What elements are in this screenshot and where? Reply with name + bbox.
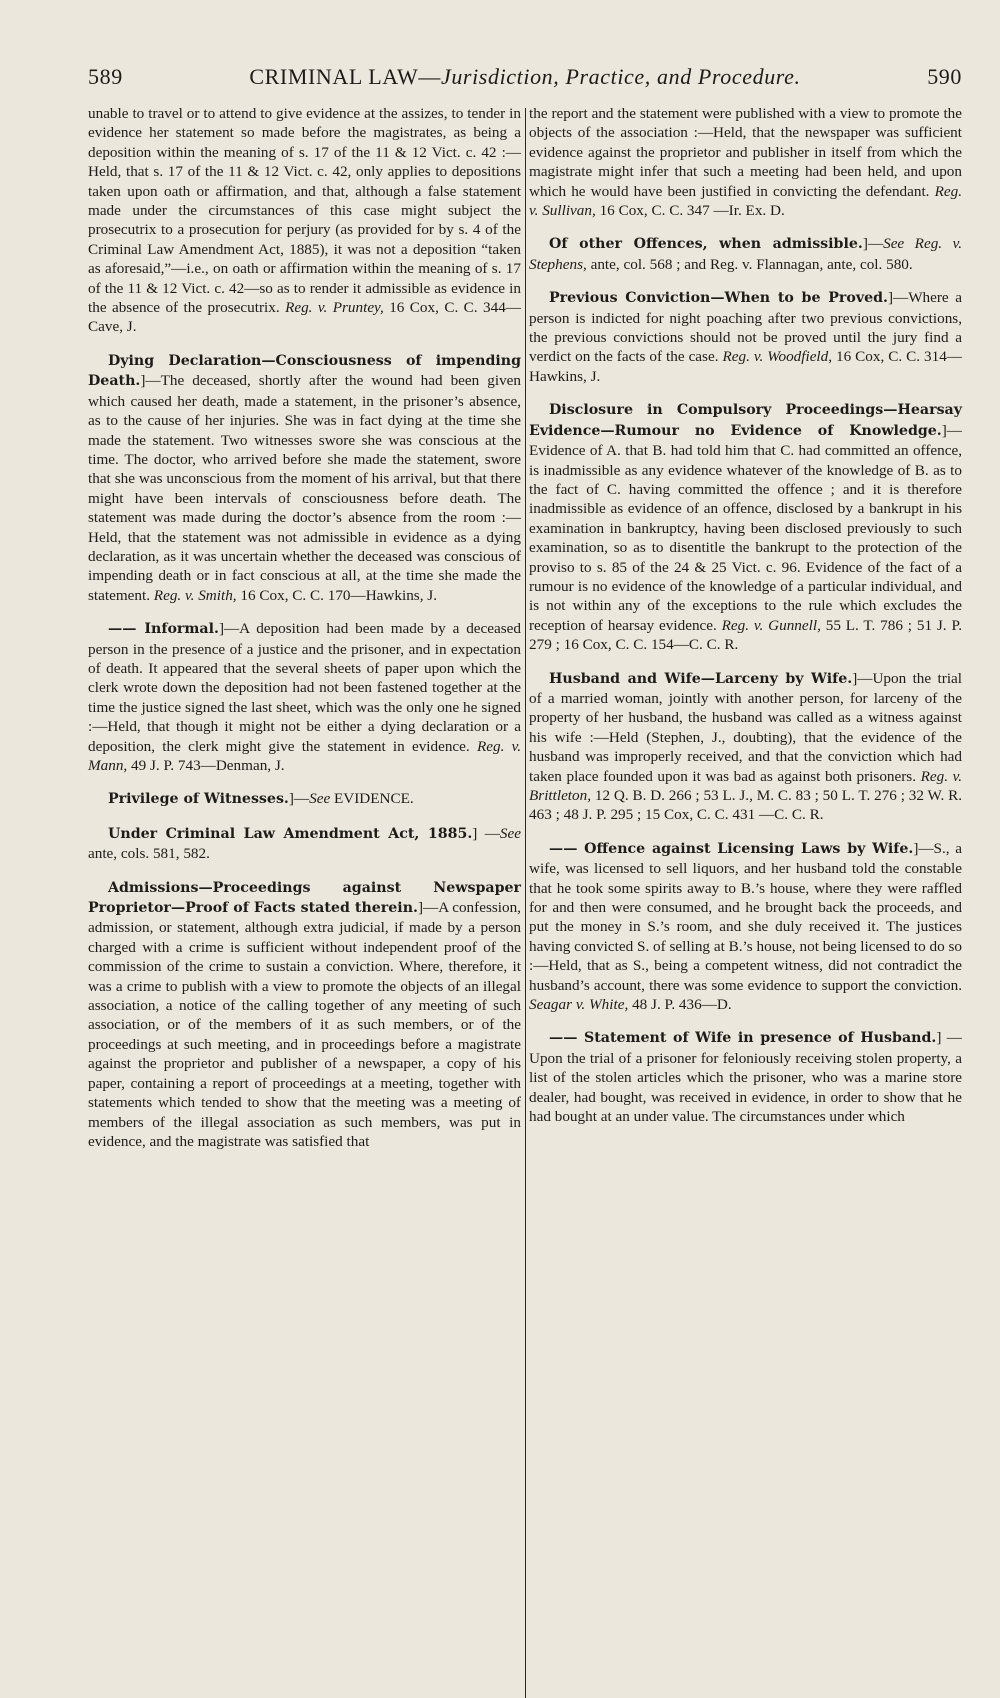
case-citation: Reg. v. Pruntey, [285, 299, 384, 317]
paragraph-text: ] — Upon the trial of a prisoner for feloniously receiving stolen property, a list of the stolen articles which the prisoner, who was a marine store dealer, had bought, was received in evidence, in order to show that he had bought at an under value. The circumstances under which [529, 1029, 962, 1126]
citation-reference: 16 Cox, C. C. 347 —Ir. Ex. D. [595, 202, 785, 220]
citation-reference: 48 J. P. 436—D. [628, 996, 732, 1014]
paragraph-heading: —— Offence against Licensing Laws by Wife. [549, 840, 914, 857]
case-citation: Reg. v. Woodfield, [722, 348, 833, 366]
paragraph-text: ] — [472, 824, 500, 842]
paragraph-text: ]—S., a wife, was licensed to sell liquors, and her husband told the constable that he took some spirits away to B.’s house, where they were raffled for and then were consumed, and he brought back the proceeds, and put the money in S.’s room, and she duly received it. The justices having convicted S. of selling at B.’s house, not being licensed to do so :—Held, that as S., being a competent witness, did not contradict the husband’s account, there was some evidence to support the conviction. [529, 839, 962, 994]
case-citation: See [309, 790, 331, 808]
paragraph-text: ]—A confession, admission, or statement, although extra judicial, if made by a person charged with a crime is sufficient without independent proof of the commission of the crime to sustain a conviction. Where, therefore, it was a crime to publish with a view to promote the objects of an illegal association, a notice of the calling together of any meeting of such association, or of the members of it as such members, or of the proceedings at such meeting, and in proceedings before a magistrate against the proprietor and publisher of a newspaper, a copy of his paper, containing a report of proceedings at a meeting, together with statements which tended to show that the meeting was a meeting of members of the illegal association as such members, was put in evidence, and the magistrate was satisfied that [88, 899, 521, 1150]
paragraph-heading: Privilege of Witnesses. [108, 791, 289, 808]
citation-reference: 16 Cox, C. C. 314—Hawkins, J. [529, 348, 962, 385]
running-title-main: CRIMINAL LAW— [249, 64, 441, 89]
case-citation: See [499, 824, 521, 842]
paragraph-text: unable to travel or to attend to give evidence at the assizes, to tender in evidence her statement so made before the magistrates, as being a deposition within the meaning of s. 17 of the 11 & 12 Vict. c. 42 :—Held, that s. 17 of the 11 & 12 Vict. c. 42, only applies to depositions taken upon oath or affirmation, and that, although a false statement made under the circumstances of this case might subject the prosecutrix to a prosecution for perjury (as provided for by s. 4 of the Criminal Law Amendment Act, 1885), it was not a deposition “taken as aforesaid,”—i.e., on oath or affirmation within the meaning of s. 17 of the 11 & 12 Vict. c. 42—so as to render it admissible as evidence in the absence of the prosecutrix. [88, 105, 521, 317]
paragraph [88, 104, 521, 337]
paragraph [88, 789, 521, 809]
paragraph-heading: —— Statement of Wife in presence of Husband. [549, 1030, 937, 1047]
paragraph [529, 104, 962, 220]
paragraph-heading: —— Informal. [108, 621, 219, 638]
paragraph-text: ]—Where a person is indicted for night poaching after two previous convictions, the previous convictions should not be proved until the jury find a verdict on the facts of the case. [529, 289, 962, 366]
citation-reference: 55 L. T. 786 ; 51 J. P. 279 ; 16 Cox, C. C. 154—C. C. R. [529, 616, 963, 654]
paragraph-heading: Dying Declaration—Consciousness of impending Death. [88, 352, 521, 390]
citation-reference: ante, cols. 581, 582. [88, 845, 210, 863]
running-title-italic: Jurisdiction, Practice, and Procedure. [440, 64, 801, 89]
paragraph-text: ]— [288, 790, 310, 808]
paragraph-heading: Previous Conviction—When to be Proved. [549, 290, 888, 307]
paragraph-text: ]—The deceased, shortly after the wound had been given which caused her death, made a statement, in the prisoner’s absence, as to the cause of her injuries. She was in fact dying at the time she made the statement. Two witnesses swore she was conscious at the time. The doctor, who arrived before she made the statement, swore that she was unconscious from the moment of his arrival, but that there might have been intervals of consciousness before death. The statement was made during the doctor’s absence from the room :—Held, that the statement was not admissible in evidence as a dying declaration, as it was uncertain whether the deceased was conscious of impending death or in fact conscious at all, at the time she made the statement. [88, 372, 521, 604]
paragraph-text: ]— [862, 235, 884, 253]
paragraph [529, 288, 962, 386]
paragraph [529, 400, 962, 654]
paragraph-heading: Of other Offences, when admissible. [549, 236, 863, 253]
citation-reference: EVIDENCE. [330, 790, 414, 808]
paragraph-text: ]—Evidence of A. that B. had told him that C. had committed an offence, is inadmissible as any evidence whatever of the knowledge of B. as to the fact of C. having committed the offence ; and it is therefore inadmissible as evidence of an offence, disclosed by a bankrupt in his examination in bankruptcy, having been disclosed previously to such examination, so as to disentitle the bankrupt to the protection of the proviso to s. 85 of the 24 & 25 Vict. c. 96. Evidence of the fact of a rumour is no evidence of the knowledge of a particular individual, and is not within any of the exceptions to the rule which excludes the reception of hearsay evidence. [529, 421, 962, 634]
right-column [529, 104, 962, 1698]
paragraph-heading: Under Criminal Law Amendment Act, 1885. [108, 825, 473, 842]
paragraph-heading: Disclosure in Compulsory Proceedings—Hearsay Evidence—Rumour no Evidence of Knowledge. [529, 402, 962, 439]
citation-reference: 49 J. P. 743—Denman, J. [127, 757, 285, 774]
paragraph-heading: Husband and Wife—Larceny by Wife. [549, 670, 853, 687]
case-citation: Reg. v. Mann, [88, 737, 521, 774]
paragraph [529, 234, 962, 274]
paragraph [529, 839, 962, 1015]
case-citation: Reg. v. Sullivan, [529, 182, 962, 220]
paragraph-text: the report and the statement were published with a view to promote the objects of the association :—Held, that the newspaper was sufficient evidence against the proprietor and publisher in itself from which the magistrate might infer that such a meeting had been held, and upon which he would have been justified in convicting the defendant. [529, 105, 962, 200]
running-title [249, 64, 800, 90]
running-header [88, 64, 962, 98]
case-citation: Reg. v. Gunnell, [721, 616, 821, 634]
paragraph [529, 669, 962, 825]
citation-reference: 16 Cox, C. C. 170—Hawkins, J. [236, 586, 438, 604]
right-page-number: 590 [927, 64, 962, 89]
citation-reference: 12 Q. B. D. 266 ; 53 L. J., M. C. 83 ; 50 L. T. 276 ; 32 W. R. 463 ; 48 J. P. 295 ; 15 Cox, C. C. 431 —C. C. R. [529, 787, 962, 824]
paragraph [88, 351, 521, 605]
paragraph [529, 1028, 962, 1126]
paragraph [88, 878, 521, 1152]
paragraph [88, 619, 521, 775]
paragraph-heading: Admissions—Proceedings against Newspaper Proprietor—Proof of Facts stated therein. [88, 879, 521, 917]
column-divider [525, 108, 526, 1698]
case-citation: Reg. v. Smith, [153, 586, 237, 604]
left-column [88, 104, 521, 1698]
citation-reference: 16 Cox, C. C. 344—Cave, J. [88, 299, 521, 336]
case-citation: See Reg. v. Stephens, [529, 235, 962, 273]
paragraph [88, 824, 521, 864]
case-citation: Seagar v. White, [529, 996, 629, 1014]
citation-reference: ante, col. 568 ; and Reg. v. Flannagan, ante, col. 580. [586, 255, 913, 273]
case-citation: Reg. v. Brittleton, [529, 767, 962, 804]
left-page-number: 589 [88, 64, 123, 89]
paragraph-text: ]—A deposition had been made by a deceased person in the presence of a justice and the prisoner, and in expectation of death. It appeared that the several sheets of paper upon which the clerk wrote down the deposition had not been fastened together at the time the justice signed the last sheet, which was the only one he signed :—Held, that though it might not be either a dying declaration or a deposition, the clerk might give the statement in evidence. [88, 620, 522, 755]
two-column-body [88, 104, 962, 1698]
paragraph-text: ]—Upon the trial of a married woman, jointly with another person, for larceny of the property of her husband, the husband was called as a witness against his wife :—Held (Stephen, J., doubting), that the evidence of the husband was improperly received, and that the conviction which had taken place founded upon it was bad as against both prisoners. [529, 669, 962, 785]
